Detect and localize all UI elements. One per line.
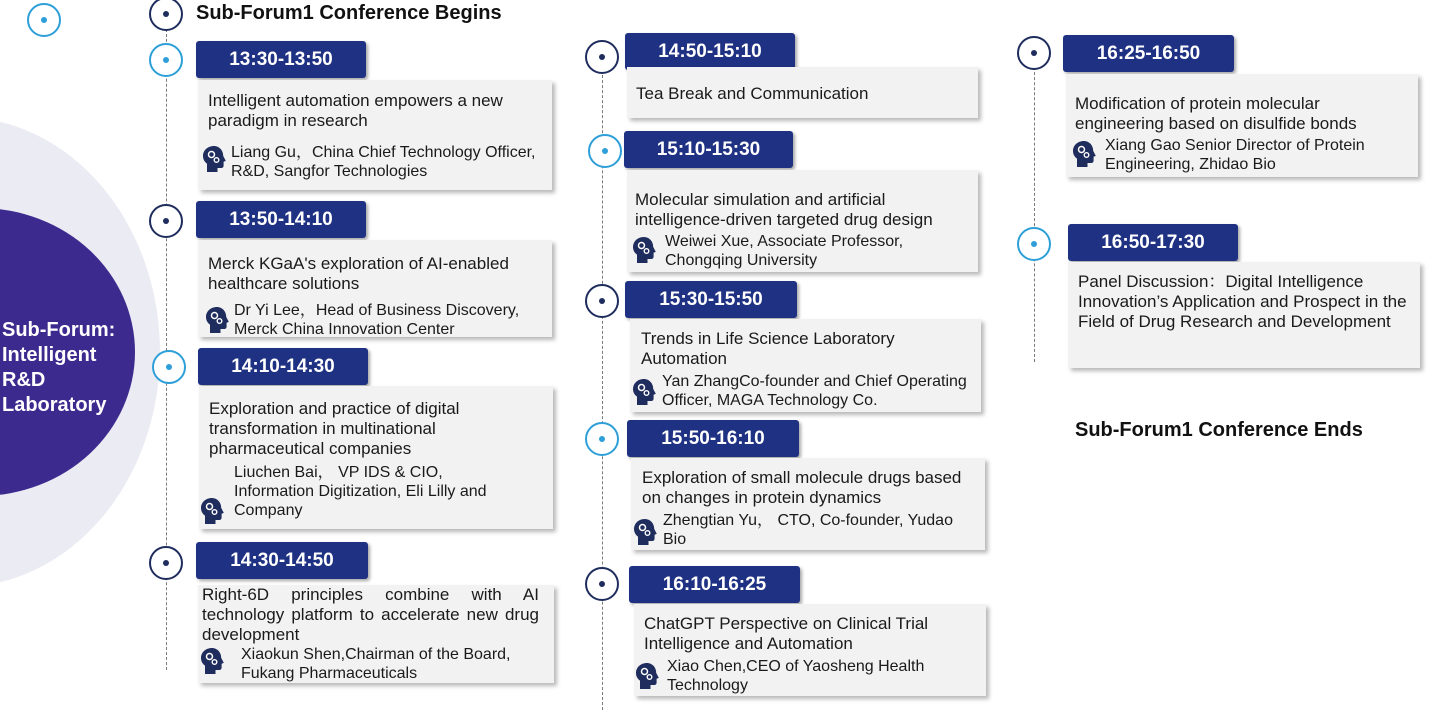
session-speaker: Xiang Gao Senior Director of Protein Engineering, Zhidao Bio <box>1105 137 1365 173</box>
session-speaker: Weiwei Xue, Associate Professor, Chongqing University <box>665 233 904 269</box>
timeline-line-3 <box>1034 52 1035 362</box>
gear-head-icon <box>205 306 229 334</box>
timeline-node-icon <box>149 204 183 238</box>
session-topic: Exploration and practice of digital transformation in multinational pharmaceutical companies <box>209 399 460 458</box>
gear-head-icon <box>200 497 224 525</box>
session-time-badge: 14:30-14:50 <box>196 542 368 579</box>
session-speaker: Dr Yi Lee，Head of Business Discovery, Merck China Innovation Center <box>234 302 520 338</box>
session-time-badge: 13:30-13:50 <box>196 41 366 78</box>
session-speaker: Liang Gu，China Chief Technology Officer, R&D, Sangfor Technologies <box>231 144 536 180</box>
gear-head-icon <box>632 378 656 406</box>
session-speaker: Liuchen Bai， VP IDS & CIO, Information Digitization, Eli Lilly and Company <box>234 464 487 519</box>
session-time-badge: 15:30-15:50 <box>625 281 797 318</box>
session-time-badge: 13:50-14:10 <box>196 201 366 238</box>
timeline-node-icon <box>152 350 186 384</box>
gear-head-icon <box>633 518 657 546</box>
timeline-node-icon <box>588 134 622 168</box>
timeline-node-icon <box>585 40 619 74</box>
forum-title: Sub-Forum: Intelligent R&D Laboratory <box>2 319 116 416</box>
gear-head-icon <box>1072 140 1096 168</box>
gear-head-icon <box>635 662 659 690</box>
timeline-node-icon <box>149 0 183 31</box>
timeline-node-icon <box>1017 227 1051 261</box>
session-speaker: Yan ZhangCo-founder and Chief Operating Officer, MAGA Technology Co. <box>662 373 967 409</box>
session-speaker: Xiao Chen,CEO of Yaosheng Health Technology <box>667 658 925 694</box>
session-topic: Intelligent automation empowers a new paradigm in research <box>208 91 503 130</box>
session-time-badge: 15:50-16:10 <box>627 420 799 457</box>
session-topic: ChatGPT Perspective on Clinical Trial Intelligence and Automation <box>644 614 929 653</box>
gear-head-icon <box>632 236 656 264</box>
timeline-node-icon <box>585 422 619 456</box>
session-time-badge: 16:25-16:50 <box>1063 35 1234 72</box>
conference-begins-heading: Sub-Forum1 Conference Begins <box>196 2 502 24</box>
session-time-badge: 16:50-17:30 <box>1068 224 1238 261</box>
session-topic: Molecular simulation and artificial intelligence-driven targeted drug design <box>635 190 933 229</box>
session-topic: Tea Break and Communication <box>636 84 869 103</box>
conference-ends-heading: Sub-Forum1 Conference Ends <box>1075 419 1363 441</box>
session-topic: Exploration of small molecule drugs based on changes in protein dynamics <box>642 468 962 507</box>
timeline-node-icon <box>585 284 619 318</box>
session-topic: Trends in Life Science Laboratory Automation <box>641 329 895 368</box>
session-time-badge: 15:10-15:30 <box>624 131 793 168</box>
session-speaker: Xiaokun Shen,Chairman of the Board, Fukang Pharmaceuticals <box>241 646 511 682</box>
timeline-node-icon <box>149 546 183 580</box>
gear-head-icon <box>202 145 226 173</box>
timeline-node-icon <box>1017 36 1051 70</box>
session-topic: Merck KGaA's exploration of AI-enabled healthcare solutions <box>208 254 509 293</box>
session-time-badge: 14:50-15:10 <box>625 33 795 70</box>
gear-head-icon <box>200 647 224 675</box>
session-topic: Right-6D principles combine with AI technology platform to accelerate new drug development <box>202 585 539 644</box>
session-speaker: Zhengtian Yu， CTO, Co-founder, Yudao Bio <box>663 512 953 548</box>
timeline-node-icon <box>149 43 183 77</box>
session-topic: Panel Discussion：Digital Intelligence Innovation’s Application and Prospect in the Field of Drug Research and Development <box>1078 272 1407 331</box>
timeline-node-icon <box>585 567 619 601</box>
session-time-badge: 14:10-14:30 <box>198 348 368 385</box>
session-topic: Modification of protein molecular engineering based on disulfide bonds <box>1075 94 1357 133</box>
timeline-node-icon <box>27 3 61 37</box>
session-time-badge: 16:10-16:25 <box>629 566 800 603</box>
